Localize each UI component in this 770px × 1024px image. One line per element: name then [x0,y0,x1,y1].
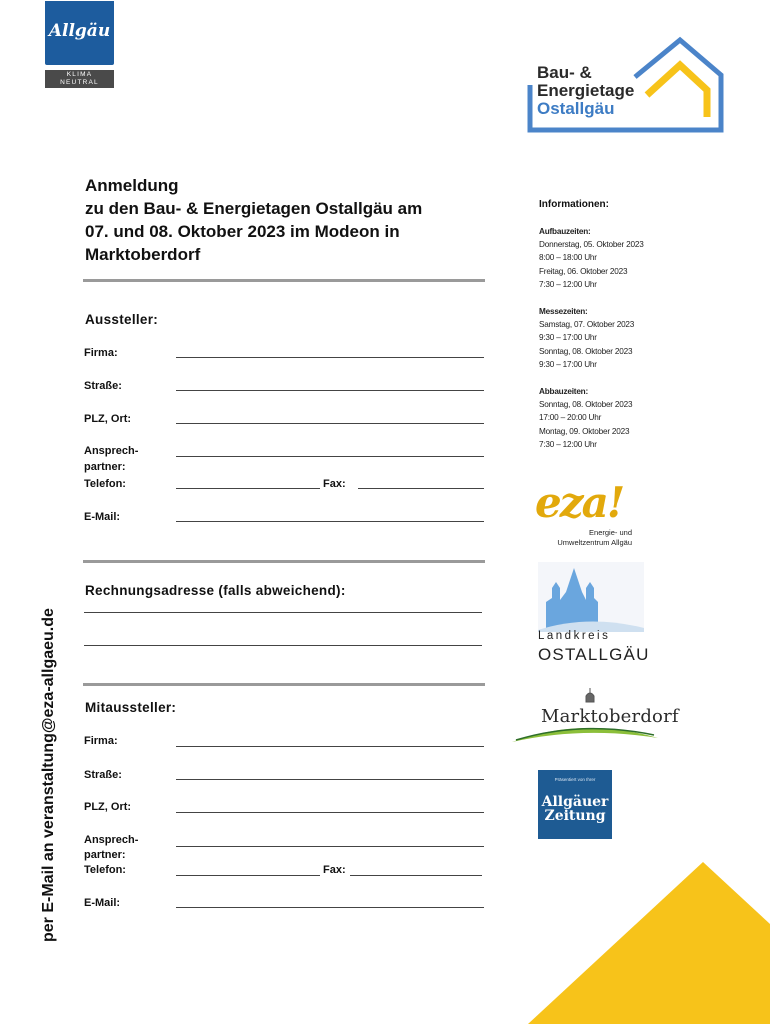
email-label: E-Mail: [84,511,121,523]
mit-firma-field[interactable] [176,746,484,747]
aufbau-line: 8:00 – 18:00 Uhr [539,253,597,263]
abbau-line: 7:30 – 12:00 Uhr [539,439,597,449]
event-logo-line1: Bau- & [537,63,592,82]
title-line1: Anmeldung [85,176,179,195]
abbau-title: Abbauzeiten: [539,387,588,396]
divider [83,560,485,563]
abbau-line: Sonntag, 08. Oktober 2023 [539,400,633,410]
landkreis-label: Landkreis [538,630,611,642]
allgaeu-logo [45,1,114,65]
neutral-line: NEUTRAL [60,79,99,86]
title-line2: zu den Bau- & Energietagen Ostallgäu am [85,199,423,218]
telefon-field[interactable] [176,488,320,489]
fax-label: Fax: [323,478,346,490]
fax-label: Fax: [323,864,346,876]
decorative-corner-triangle [528,862,770,1024]
az-name-1: Allgäuer [541,794,609,810]
firma-field[interactable] [176,357,484,358]
mit-fax-field[interactable] [350,875,482,876]
messe-line: Samstag, 07. Oktober 2023 [539,320,635,330]
allgaeu-logo-text: Allgäu [48,21,111,41]
title-line3: 07. und 08. Oktober 2023 im Modeon in [85,222,400,241]
rechnungsadresse-field-2[interactable] [84,645,482,646]
aufbau-line: Freitag, 06. Oktober 2023 [539,266,628,276]
eza-logo: eza! [535,478,624,527]
ansprechpartner-label-2: partner: [84,849,126,861]
email-instruction: per E-Mail an veranstaltung@eza-allgaeu.de [40,608,57,942]
firma-label: Firma: [84,347,118,359]
marktoberdorf-logo-text: Marktoberdorf [541,706,679,727]
telefon-label: Telefon: [84,864,126,876]
mit-email-field[interactable] [176,907,484,908]
strasse-field[interactable] [176,390,484,391]
fax-field[interactable] [358,488,484,489]
ansprechpartner-label-2: partner: [84,461,126,473]
ansprechpartner-label-1: Ansprech- [84,834,139,846]
messe-line: 9:30 – 17:00 Uhr [539,359,597,369]
ansprechpartner-label-1: Ansprech- [84,445,139,457]
event-logo-line2: Energietage [537,81,635,100]
allgaeuer-zeitung-logo [538,770,612,839]
email-field[interactable] [176,521,484,522]
divider [83,683,485,686]
plz-ort-field[interactable] [176,423,484,424]
eza-sub-line1: Energie- und [589,528,632,537]
plz-ort-label: PLZ, Ort: [84,801,132,813]
klima-neutral-badge [45,70,114,88]
landkreis-castle-icon [538,562,644,632]
messe-title: Messezeiten: [539,307,588,316]
klima-line: KLIMA [66,71,93,78]
az-tagline: Präsentiert von Ihrer [554,777,596,782]
eza-sub-line2: Umweltzentrum Allgäu [557,538,632,547]
info-heading: Informationen: [539,199,609,210]
abbauzeiten-block [539,385,632,451]
telefon-label: Telefon: [84,478,126,490]
mitaussteller-heading: Mitaussteller: [85,700,177,715]
ansprechpartner-field[interactable] [176,456,484,457]
divider [83,279,485,282]
strasse-label: Straße: [84,380,122,392]
ostallgaeu-label: OSTALLGÄU [538,645,650,664]
messe-line: Sonntag, 08. Oktober 2023 [539,346,633,356]
abbau-line: Montag, 09. Oktober 2023 [539,426,630,436]
title-line4: Marktoberdorf [85,245,201,264]
rechnungsadresse-heading: Rechnungsadresse (falls abweichend): [85,583,346,598]
email-label: E-Mail: [84,897,121,909]
messe-line: 9:30 – 17:00 Uhr [539,333,597,343]
mit-ansprechpartner-field[interactable] [176,846,484,847]
plz-ort-label: PLZ, Ort: [84,413,132,425]
firma-label: Firma: [84,735,118,747]
abbau-line: 17:00 – 20:00 Uhr [539,413,602,423]
mit-plz-ort-field[interactable] [176,812,484,813]
aufbauzeiten-block [539,225,644,291]
az-name-2: Zeitung [544,808,606,824]
mit-telefon-field[interactable] [176,875,320,876]
messezeiten-block [539,305,634,371]
aussteller-heading: Aussteller: [85,312,159,327]
page-title [85,174,485,266]
mit-strasse-field[interactable] [176,779,484,780]
strasse-label: Straße: [84,769,122,781]
aufbau-title: Aufbauzeiten: [539,227,591,236]
rechnungsadresse-field-1[interactable] [84,612,482,613]
aufbau-line: 7:30 – 12:00 Uhr [539,279,597,289]
event-logo-line3: Ostallgäu [537,99,615,118]
aufbau-line: Donnerstag, 05. Oktober 2023 [539,240,644,250]
eza-subtitle [540,528,632,548]
